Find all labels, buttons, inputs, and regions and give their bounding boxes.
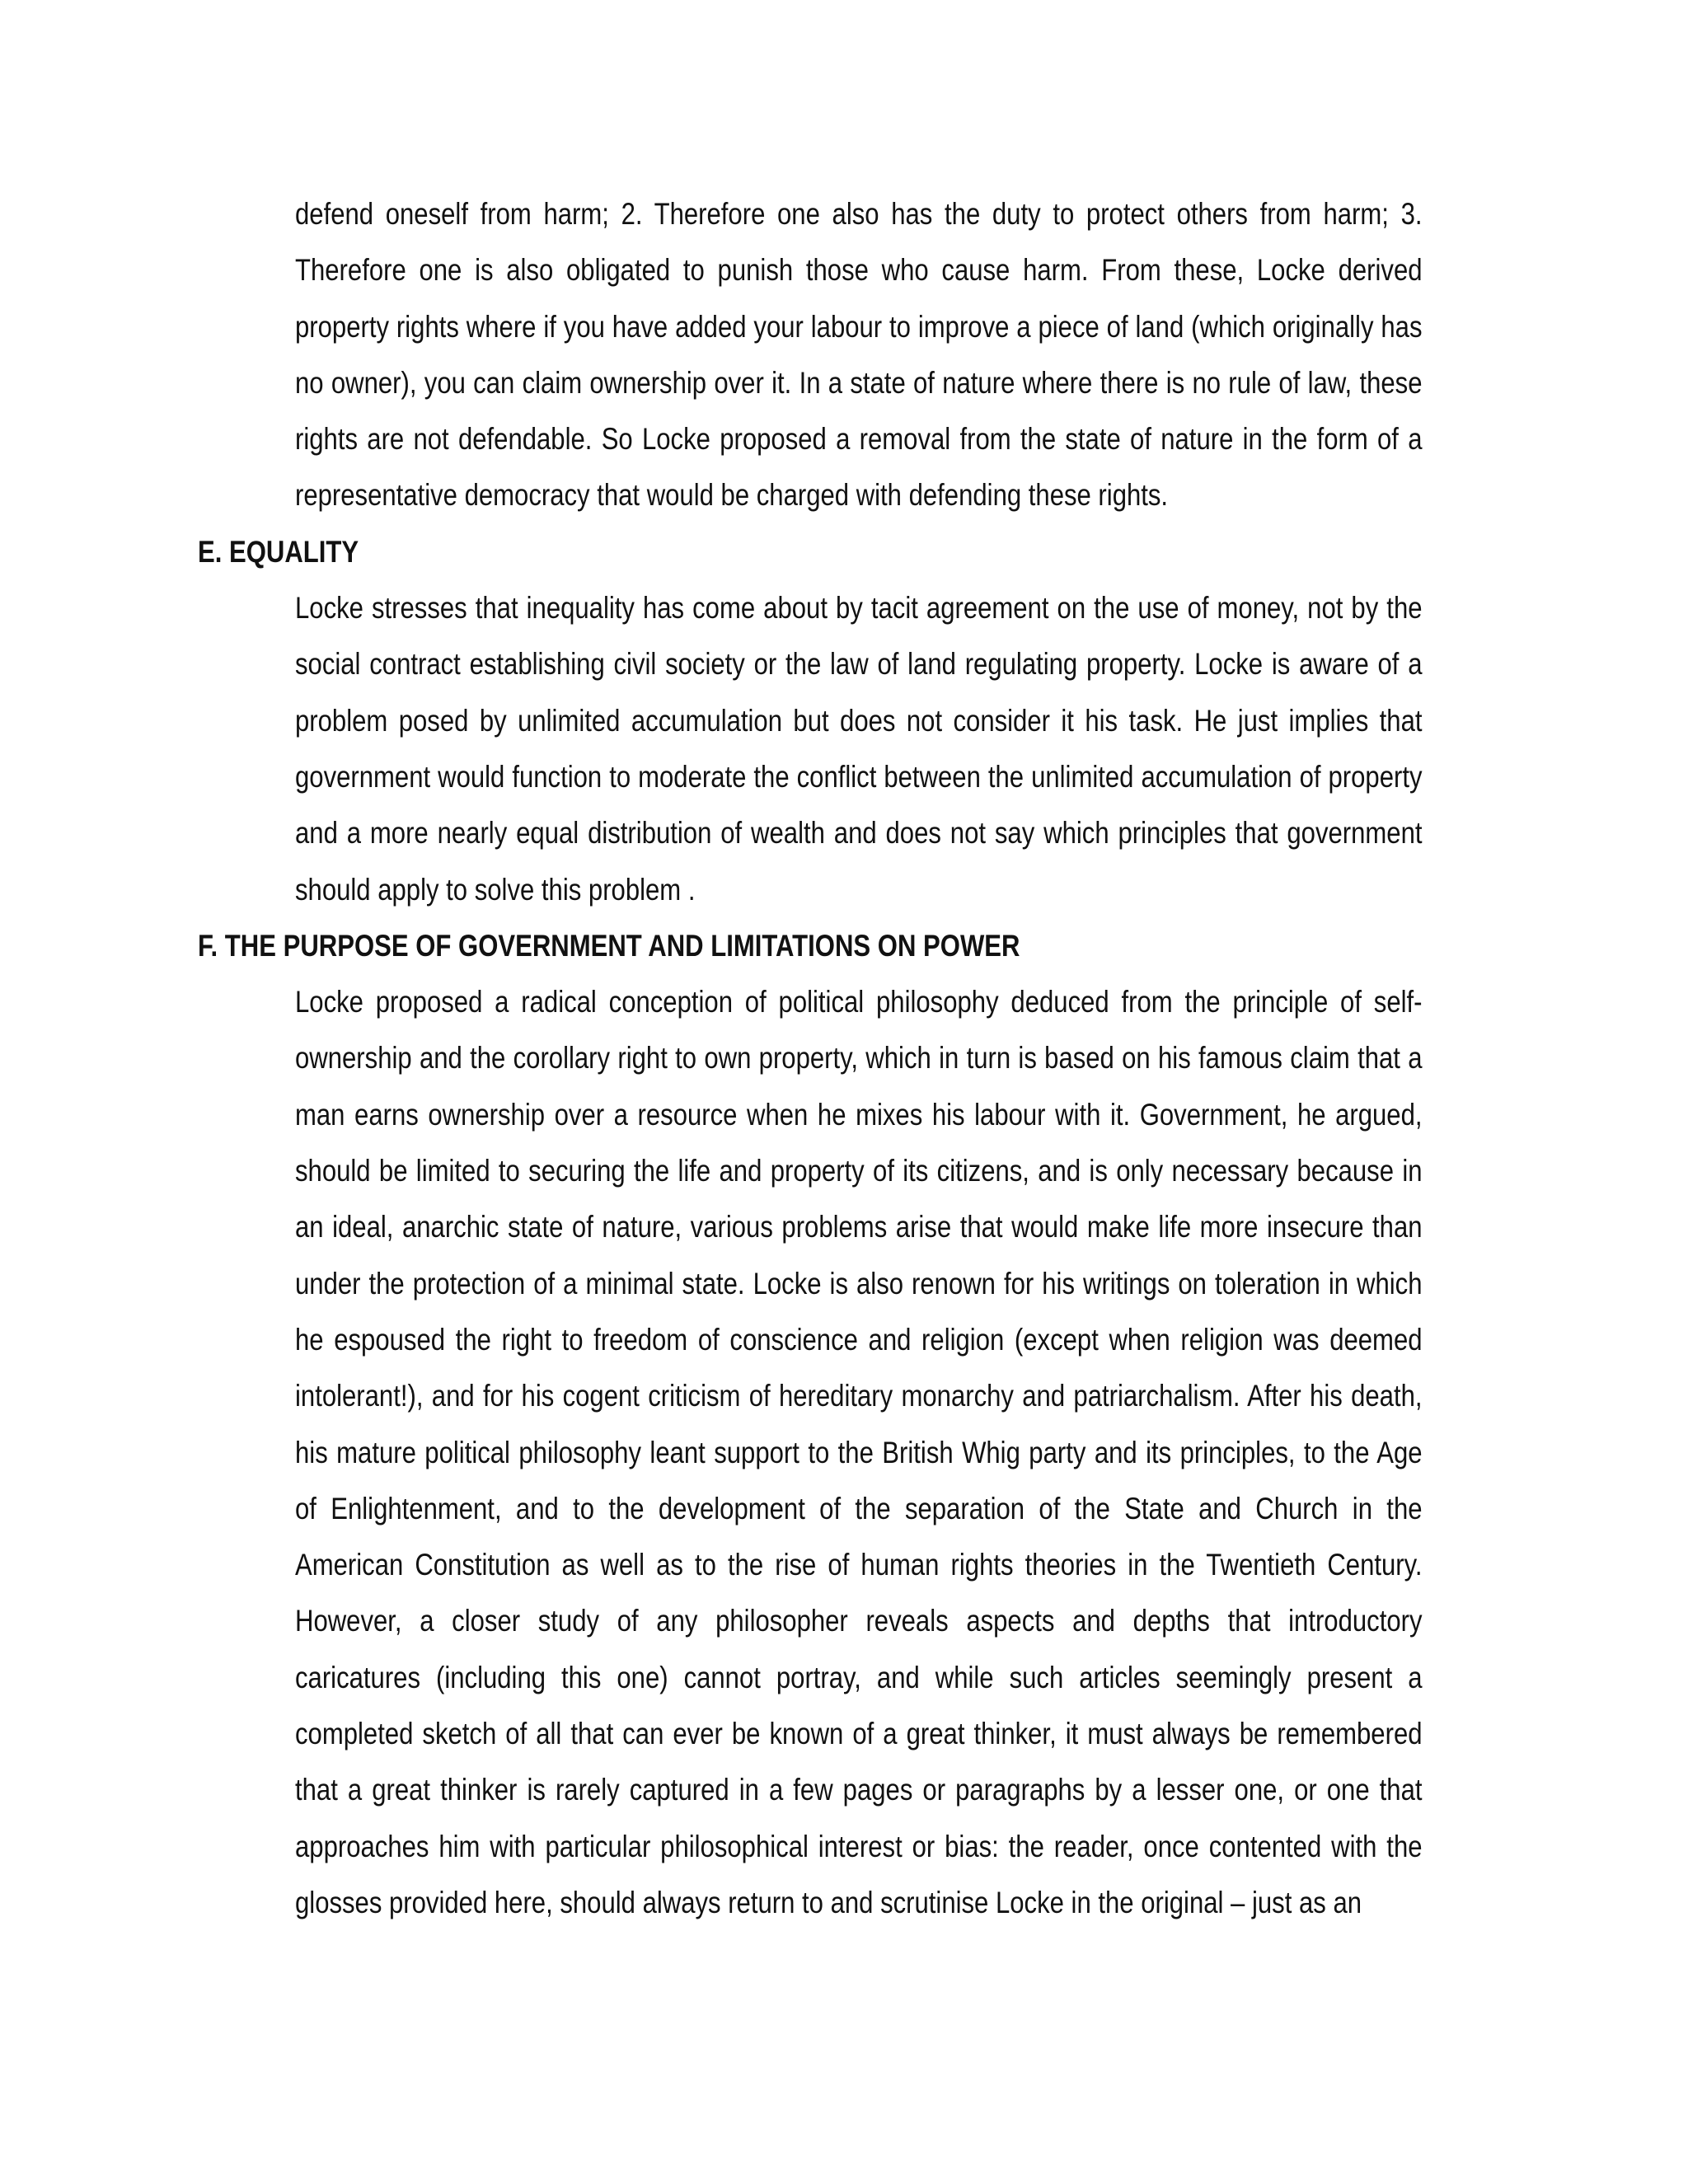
section-heading-equality: E. EQUALITY — [198, 534, 359, 569]
purpose-of-government-paragraph: Locke proposed a radical conception of political philosophy deduced from the principle of self-ownership and the corollary right to own property, which in turn is based on his famous claim that a man earns ownership over a resource when he mixes his labour with it. Government, he argued, should be limited to securing the life and property of its citizens, and is only necessary because in an ideal, anarchic state of nature, various problems arise that would make life more insecure than under the protection of a minimal state. Locke is also renown for his writings on toleration in which he espoused the right to freedom of conscience and religion (except when religion was deemed intolerant!), and for his cogent criticism of hereditary monarchy and patriarchalism. After his death, his mature political philosophy leant support to the British Whig party and its principles, to the Age of Enlightenment, and to the development of the separation of the State and Church in the American Constitution as well as to the rise of human rights theories in the Twentieth Century. However, a closer study of any philosopher reveals aspects and depths that introductory caricatures (including this one) cannot portray, and while such articles seemingly present a completed sketch of all that can ever be known of a great thinker, it must always be remembered that a great thinker is rarely captured in a few pages or paragraphs by a lesser one, or one that approaches him with particular philosophical interest or bias: the reader, once contented with the glosses provided here, should always return to and scrutinise Locke in the original – just as an — [295, 985, 1423, 1919]
equality-paragraph: Locke stresses that inequality has come about by tacit agreement on the use of money, not by the social contract establishing civil society or the law of land regulating property. Locke is aware of a problem posed by unlimited accumulation but does not consider it his task. He just implies that government would function to moderate the conflict between the unlimited accumulation of property and a more nearly equal distribution of wealth and does not say which principles that government should apply to solve this problem . — [295, 591, 1423, 907]
section-heading-purpose-of-government: F. THE PURPOSE OF GOVERNMENT AND LIMITATIONS ON POWER — [198, 928, 1020, 963]
continuation-paragraph-wrap — [295, 186, 1423, 524]
document-body — [198, 186, 1550, 1931]
purpose-of-government-paragraph-wrap — [295, 974, 1423, 1931]
continuation-paragraph: defend oneself from harm; 2. Therefore one also has the duty to protect others from harm; 3. Therefore one is also obligated to punish those who cause harm. From these, Locke derived property rights where if you have added your labour to improve a piece of land (which originally has no owner), you can claim ownership over it. In a state of nature where there is no rule of law, these rights are not defendable. So Locke proposed a removal from the state of nature in the form of a representative democracy that would be charged with defending these rights. — [295, 197, 1423, 513]
equality-paragraph-wrap — [295, 580, 1423, 918]
